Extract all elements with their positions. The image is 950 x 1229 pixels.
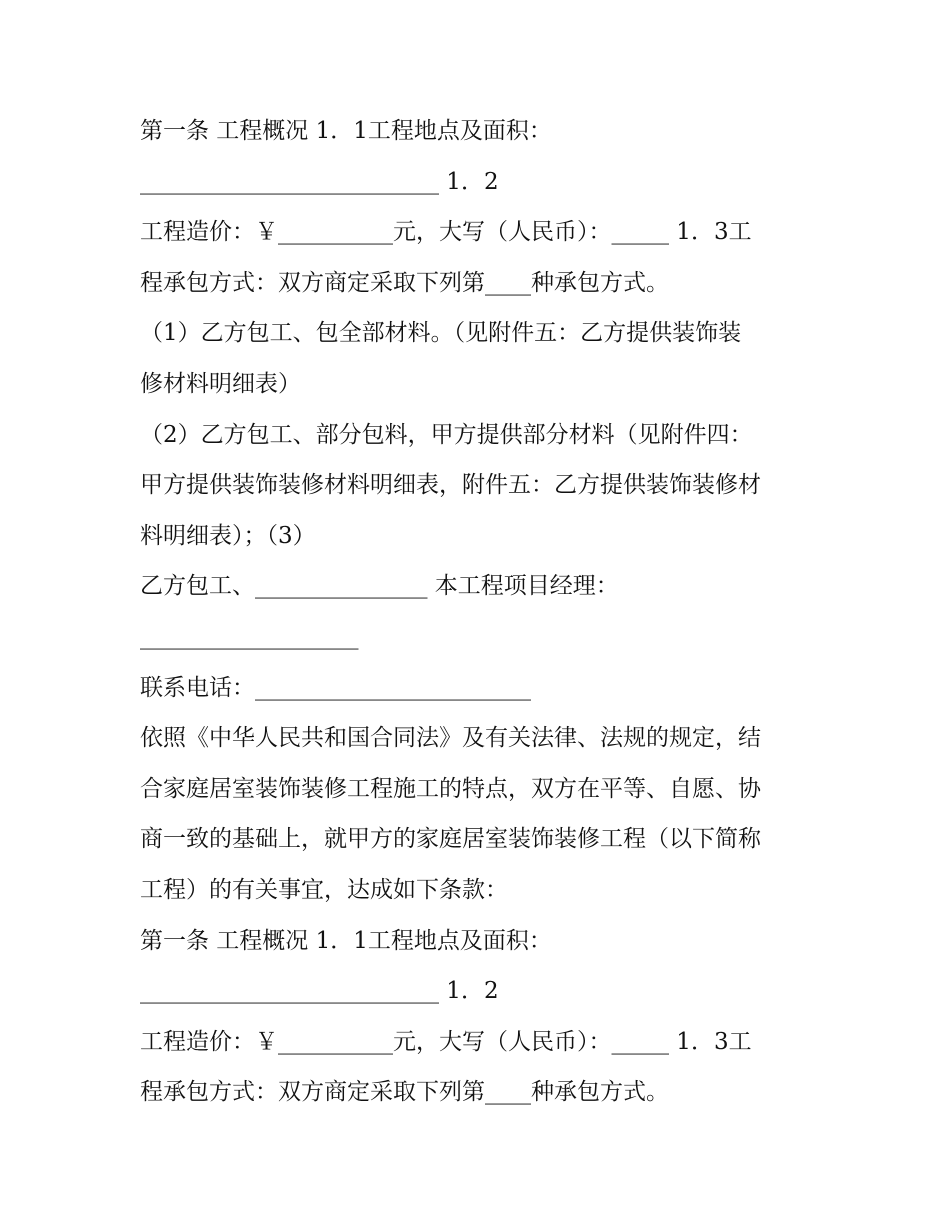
text-line: 合家庭居室装饰装修工程施工的特点，双方在平等、自愿、协 bbox=[140, 775, 761, 802]
text-line: ___________________ bbox=[140, 623, 359, 650]
text-line: 程承包方式：双方商定采取下列第____种承包方式。 bbox=[140, 269, 669, 296]
text-line: 第一条 工程概况 1．1工程地点及面积： bbox=[140, 118, 552, 144]
document-body bbox=[140, 106, 820, 1118]
text-line: 乙方包工、_______________ 本工程项目经理： bbox=[140, 573, 619, 600]
text-line: 程承包方式：双方商定采取下列第____种承包方式。 bbox=[140, 1079, 669, 1106]
text-line: 修材料明细表） bbox=[140, 370, 301, 397]
text-line: 工程造价：￥__________元，大写（人民币）：_____ 1．3工 bbox=[140, 219, 752, 246]
text-line: __________________________ 1．2 bbox=[140, 168, 499, 195]
text-line: 联系电话：________________________ bbox=[140, 674, 531, 701]
text-line: （1）乙方包工、包全部材料。（见附件五：乙方提供装饰装 bbox=[140, 320, 742, 347]
text-line: 甲方提供装饰装修材料明细表，附件五：乙方提供装饰装修材 bbox=[140, 472, 761, 499]
text-line: 工程）的有关事宜，达成如下条款： bbox=[140, 876, 508, 903]
text-line: 料明细表）；（3） bbox=[140, 522, 316, 549]
text-line: __________________________ 1．2 bbox=[140, 978, 499, 1005]
text-line: （2）乙方包工、部分包料，甲方提供部分材料（见附件四： bbox=[140, 421, 753, 448]
text-line: 依照《中华人民共和国合同法》及有关法律、法规的规定，结 bbox=[140, 725, 761, 752]
text-line: 工程造价：￥__________元，大写（人民币）：_____ 1．3工 bbox=[140, 1028, 752, 1055]
text-line: 商一致的基础上，就甲方的家庭居室装饰装修工程（以下简称 bbox=[140, 826, 761, 853]
text-line: 第一条 工程概况 1．1工程地点及面积： bbox=[140, 927, 552, 954]
